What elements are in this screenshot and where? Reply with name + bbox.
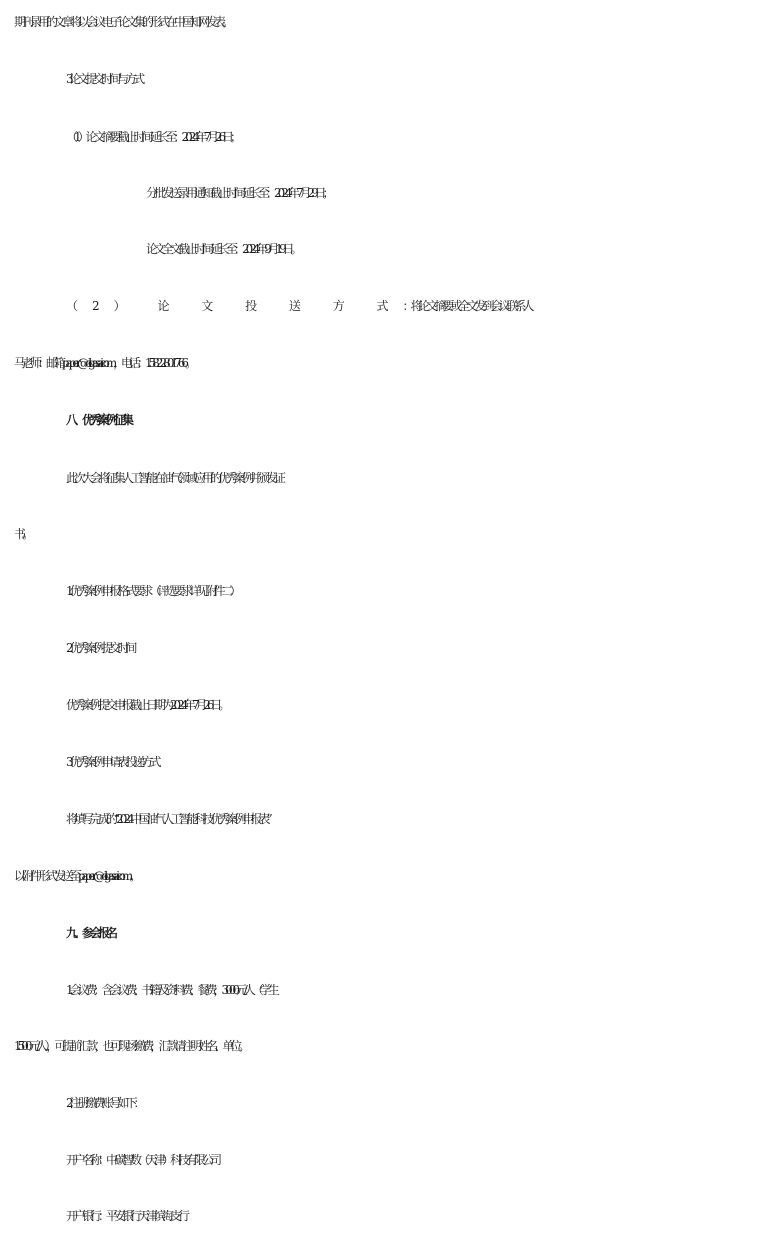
list-item: （1） 论文摘要截止时间延长至：2024 年 7 月 26 日； (66, 130, 238, 144)
paragraph-line: 将填写完成的“2024 中国油气人工智能科技优秀案例申报表” (66, 812, 269, 826)
list-item-label: （2） 论 文 投 送 方 式 (66, 299, 403, 313)
list-item: 1.优秀案例申报格式要求（评选要求详见附件二） (66, 584, 238, 598)
list-item: 2.优秀案例提交时间 (66, 641, 134, 655)
paragraph-line: 期刊录用的文章将以会议电子论文集的形式在中国知网发表。 (14, 15, 231, 29)
section-heading: 九、参会报名 (66, 926, 115, 940)
list-item: 2.注册缴费账号如下： (66, 1096, 142, 1110)
list-item: 3.优秀案例申请表投递方式 (66, 755, 158, 769)
paragraph-line: 书。 (14, 527, 31, 541)
bank-name-line: 开户银行：平安银行天津滨海支行 (66, 1209, 187, 1223)
list-item (66, 286, 779, 326)
paragraph-line: 此次大会将征集人工智能在油气领域应用的优秀案例并颁发证 (66, 471, 283, 485)
paragraph-line: 优秀案例提交申报截止日期为 2024 年 7 月 26 日。 (66, 698, 227, 712)
paragraph-line: 1500 元/人），可提前汇款，也可现场缴费，汇款请注明姓名、单位。 (14, 1039, 247, 1053)
subsection-title: 3. 论文提交时间与方式 (66, 72, 142, 86)
paragraph-line: 1.会议费：含会议费、书籍及资料费、餐费，3000 元/人（学生 (66, 983, 276, 997)
section-heading: 八、优秀案例征集 (66, 413, 131, 427)
list-item-continuation: 分批发送录用通知截止时间延长至：2024 年 7 月 29 日； (146, 186, 331, 200)
contact-line: 马老师：邮箱 paper@oilgasai.com ，电话：15822801766。 (14, 356, 193, 370)
account-name-line: 开户名称：中碳智数（天津）科技有限公司 (66, 1153, 219, 1167)
paragraph-line: 以附件形式发送至 paper@oilgasai.com。 (14, 869, 138, 883)
list-item-continuation: 论文全文截止时间延长至：2024 年 9 月 19 日。 (146, 242, 299, 256)
list-item-text: ：将论文摘要或全文发到会议联系人 (402, 299, 531, 313)
